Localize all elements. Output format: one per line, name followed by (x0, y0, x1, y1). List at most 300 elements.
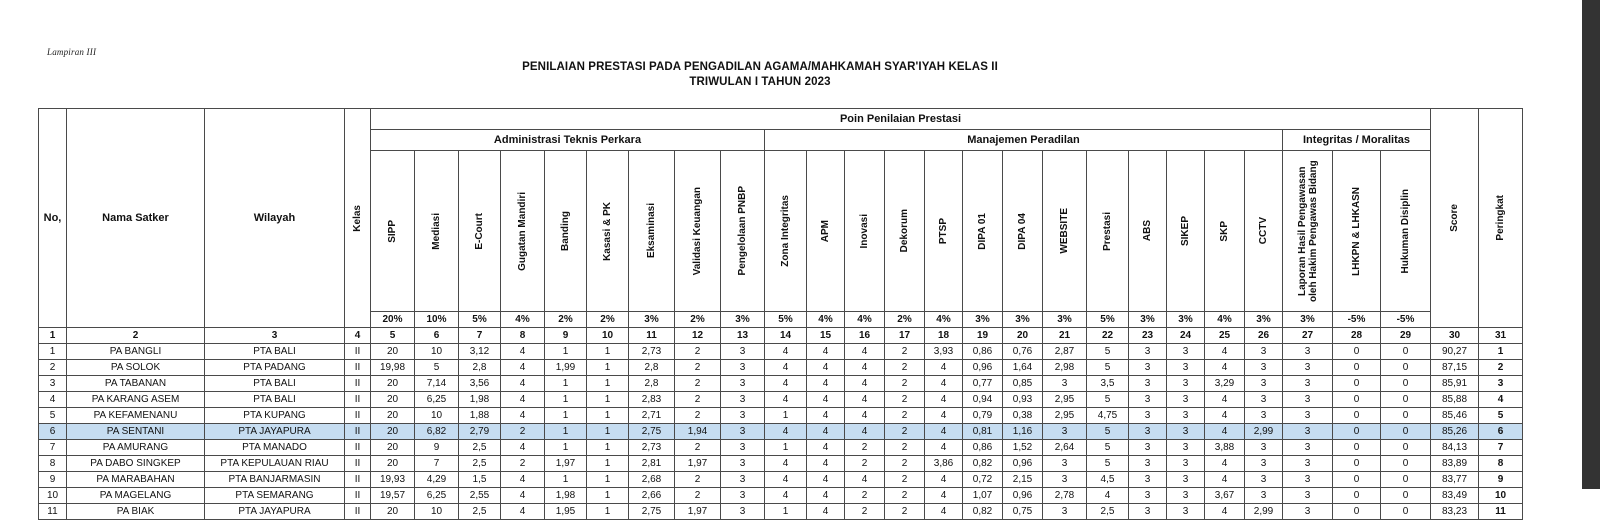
cell-metric-22[interactable]: 3 (1245, 472, 1283, 488)
cell-metric-14[interactable]: 4 (925, 472, 963, 488)
cell-no[interactable]: 10 (39, 488, 67, 504)
cell-metric-10[interactable]: 4 (765, 472, 807, 488)
cell-metric-25[interactable]: 0 (1381, 424, 1431, 440)
cell-metric-25[interactable]: 0 (1381, 456, 1431, 472)
cell-nama-satker[interactable]: PA MARABAHAN (67, 472, 205, 488)
cell-metric-21[interactable]: 4 (1205, 504, 1245, 520)
cell-metric-15[interactable]: 0,81 (963, 424, 1003, 440)
cell-peringkat[interactable]: 10 (1479, 488, 1523, 504)
cell-metric-22[interactable]: 3 (1245, 408, 1283, 424)
cell-metric-16[interactable]: 0,96 (1003, 456, 1043, 472)
cell-metric-9[interactable]: 3 (721, 488, 765, 504)
cell-metric-23[interactable]: 3 (1283, 392, 1333, 408)
cell-metric-2[interactable]: 10 (415, 504, 459, 520)
cell-metric-23[interactable]: 3 (1283, 408, 1333, 424)
cell-metric-8[interactable]: 2 (675, 472, 721, 488)
cell-metric-22[interactable]: 2,99 (1245, 424, 1283, 440)
cell-metric-1[interactable]: 20 (371, 344, 415, 360)
cell-metric-12[interactable]: 2 (845, 440, 885, 456)
cell-metric-23[interactable]: 3 (1283, 504, 1333, 520)
cell-metric-18[interactable]: 5 (1087, 392, 1129, 408)
cell-metric-10[interactable]: 4 (765, 456, 807, 472)
cell-metric-12[interactable]: 4 (845, 472, 885, 488)
cell-metric-10[interactable]: 1 (765, 408, 807, 424)
cell-metric-7[interactable]: 2,83 (629, 392, 675, 408)
cell-metric-15[interactable]: 0,72 (963, 472, 1003, 488)
cell-metric-3[interactable]: 2,5 (459, 456, 501, 472)
cell-metric-2[interactable]: 6,82 (415, 424, 459, 440)
cell-metric-8[interactable]: 2 (675, 376, 721, 392)
cell-metric-17[interactable]: 2,95 (1043, 392, 1087, 408)
cell-metric-12[interactable]: 4 (845, 392, 885, 408)
cell-nama-satker[interactable]: PA KEFAMENANU (67, 408, 205, 424)
cell-nama-satker[interactable]: PA TABANAN (67, 376, 205, 392)
cell-metric-25[interactable]: 0 (1381, 360, 1431, 376)
cell-metric-25[interactable]: 0 (1381, 440, 1431, 456)
cell-metric-17[interactable]: 3 (1043, 504, 1087, 520)
cell-metric-9[interactable]: 3 (721, 376, 765, 392)
cell-kelas[interactable]: II (345, 376, 371, 392)
cell-metric-10[interactable]: 1 (765, 504, 807, 520)
cell-metric-8[interactable]: 2 (675, 408, 721, 424)
cell-metric-6[interactable]: 1 (587, 360, 629, 376)
cell-metric-23[interactable]: 3 (1283, 488, 1333, 504)
table-row[interactable] (39, 360, 1523, 376)
table-row[interactable] (39, 456, 1523, 472)
table-row[interactable] (39, 408, 1523, 424)
cell-metric-5[interactable]: 1 (545, 376, 587, 392)
cell-metric-24[interactable]: 0 (1333, 360, 1381, 376)
cell-metric-15[interactable]: 1,07 (963, 488, 1003, 504)
cell-metric-13[interactable]: 2 (885, 408, 925, 424)
cell-metric-1[interactable]: 19,98 (371, 360, 415, 376)
cell-metric-22[interactable]: 2,99 (1245, 504, 1283, 520)
cell-metric-18[interactable]: 5 (1087, 440, 1129, 456)
cell-metric-3[interactable]: 2,79 (459, 424, 501, 440)
cell-metric-24[interactable]: 0 (1333, 472, 1381, 488)
cell-metric-24[interactable]: 0 (1333, 504, 1381, 520)
cell-metric-24[interactable]: 0 (1333, 424, 1381, 440)
cell-metric-4[interactable]: 4 (501, 504, 545, 520)
cell-metric-1[interactable]: 19,93 (371, 472, 415, 488)
cell-no[interactable]: 7 (39, 440, 67, 456)
cell-metric-23[interactable]: 3 (1283, 344, 1333, 360)
cell-score[interactable]: 90,27 (1431, 344, 1479, 360)
cell-metric-22[interactable]: 3 (1245, 392, 1283, 408)
cell-nama-satker[interactable]: PA BANGLI (67, 344, 205, 360)
cell-metric-20[interactable]: 3 (1167, 376, 1205, 392)
cell-wilayah[interactable]: PTA BALI (205, 344, 345, 360)
cell-metric-25[interactable]: 0 (1381, 488, 1431, 504)
cell-metric-19[interactable]: 3 (1129, 440, 1167, 456)
cell-metric-24[interactable]: 0 (1333, 408, 1381, 424)
cell-metric-9[interactable]: 3 (721, 472, 765, 488)
cell-score[interactable]: 87,15 (1431, 360, 1479, 376)
cell-metric-7[interactable]: 2,71 (629, 408, 675, 424)
cell-metric-16[interactable]: 0,75 (1003, 504, 1043, 520)
cell-metric-11[interactable]: 4 (807, 440, 845, 456)
cell-kelas[interactable]: II (345, 440, 371, 456)
table-row[interactable] (39, 488, 1523, 504)
cell-metric-17[interactable]: 3 (1043, 424, 1087, 440)
cell-metric-21[interactable]: 4 (1205, 408, 1245, 424)
cell-metric-7[interactable]: 2,75 (629, 504, 675, 520)
cell-wilayah[interactable]: PTA BANJARMASIN (205, 472, 345, 488)
cell-metric-19[interactable]: 3 (1129, 424, 1167, 440)
cell-metric-4[interactable]: 2 (501, 456, 545, 472)
cell-metric-19[interactable]: 3 (1129, 504, 1167, 520)
cell-metric-12[interactable]: 4 (845, 408, 885, 424)
cell-metric-3[interactable]: 1,98 (459, 392, 501, 408)
cell-metric-7[interactable]: 2,68 (629, 472, 675, 488)
cell-wilayah[interactable]: PTA BALI (205, 392, 345, 408)
cell-score[interactable]: 83,23 (1431, 504, 1479, 520)
cell-metric-1[interactable]: 20 (371, 440, 415, 456)
cell-metric-5[interactable]: 1 (545, 392, 587, 408)
cell-metric-17[interactable]: 3 (1043, 472, 1087, 488)
cell-metric-11[interactable]: 4 (807, 344, 845, 360)
cell-metric-14[interactable]: 4 (925, 424, 963, 440)
cell-score[interactable]: 85,88 (1431, 392, 1479, 408)
cell-metric-9[interactable]: 3 (721, 440, 765, 456)
cell-no[interactable]: 3 (39, 376, 67, 392)
table-row[interactable] (39, 376, 1523, 392)
cell-no[interactable]: 9 (39, 472, 67, 488)
cell-metric-9[interactable]: 3 (721, 392, 765, 408)
cell-metric-6[interactable]: 1 (587, 440, 629, 456)
cell-metric-2[interactable]: 4,29 (415, 472, 459, 488)
cell-metric-14[interactable]: 4 (925, 488, 963, 504)
cell-no[interactable]: 2 (39, 360, 67, 376)
cell-no[interactable]: 11 (39, 504, 67, 520)
cell-metric-14[interactable]: 3,93 (925, 344, 963, 360)
cell-metric-13[interactable]: 2 (885, 472, 925, 488)
cell-metric-1[interactable]: 20 (371, 424, 415, 440)
cell-metric-25[interactable]: 0 (1381, 504, 1431, 520)
cell-peringkat[interactable]: 3 (1479, 376, 1523, 392)
cell-metric-10[interactable]: 4 (765, 424, 807, 440)
cell-metric-17[interactable]: 2,87 (1043, 344, 1087, 360)
cell-metric-6[interactable]: 1 (587, 408, 629, 424)
table-row[interactable] (39, 472, 1523, 488)
cell-metric-3[interactable]: 2,55 (459, 488, 501, 504)
cell-metric-10[interactable]: 4 (765, 488, 807, 504)
cell-score[interactable]: 83,49 (1431, 488, 1479, 504)
cell-metric-7[interactable]: 2,8 (629, 376, 675, 392)
cell-metric-21[interactable]: 3,67 (1205, 488, 1245, 504)
cell-nama-satker[interactable]: PA SENTANI (67, 424, 205, 440)
cell-metric-16[interactable]: 0,96 (1003, 488, 1043, 504)
cell-metric-5[interactable]: 1 (545, 440, 587, 456)
cell-kelas[interactable]: II (345, 424, 371, 440)
cell-metric-2[interactable]: 7,14 (415, 376, 459, 392)
cell-metric-25[interactable]: 0 (1381, 344, 1431, 360)
cell-metric-23[interactable]: 3 (1283, 376, 1333, 392)
cell-metric-8[interactable]: 2 (675, 488, 721, 504)
cell-metric-11[interactable]: 4 (807, 376, 845, 392)
cell-metric-23[interactable]: 3 (1283, 440, 1333, 456)
cell-metric-17[interactable]: 3 (1043, 456, 1087, 472)
cell-kelas[interactable]: II (345, 488, 371, 504)
cell-metric-9[interactable]: 3 (721, 344, 765, 360)
cell-metric-2[interactable]: 10 (415, 408, 459, 424)
cell-metric-4[interactable]: 4 (501, 472, 545, 488)
cell-metric-18[interactable]: 5 (1087, 456, 1129, 472)
cell-metric-25[interactable]: 0 (1381, 472, 1431, 488)
cell-metric-15[interactable]: 0,82 (963, 456, 1003, 472)
cell-metric-4[interactable]: 4 (501, 392, 545, 408)
cell-metric-5[interactable]: 1,98 (545, 488, 587, 504)
cell-metric-16[interactable]: 0,38 (1003, 408, 1043, 424)
cell-peringkat[interactable]: 8 (1479, 456, 1523, 472)
cell-metric-19[interactable]: 3 (1129, 376, 1167, 392)
cell-metric-1[interactable]: 20 (371, 456, 415, 472)
cell-metric-18[interactable]: 2,5 (1087, 504, 1129, 520)
cell-peringkat[interactable]: 6 (1479, 424, 1523, 440)
cell-metric-22[interactable]: 3 (1245, 456, 1283, 472)
cell-metric-4[interactable]: 4 (501, 360, 545, 376)
cell-wilayah[interactable]: PTA KUPANG (205, 408, 345, 424)
cell-metric-6[interactable]: 1 (587, 488, 629, 504)
cell-metric-12[interactable]: 2 (845, 456, 885, 472)
cell-metric-11[interactable]: 4 (807, 424, 845, 440)
cell-metric-5[interactable]: 1 (545, 344, 587, 360)
cell-nama-satker[interactable]: PA AMURANG (67, 440, 205, 456)
cell-metric-2[interactable]: 9 (415, 440, 459, 456)
cell-metric-16[interactable]: 1,52 (1003, 440, 1043, 456)
cell-peringkat[interactable]: 7 (1479, 440, 1523, 456)
cell-metric-3[interactable]: 1,88 (459, 408, 501, 424)
cell-metric-18[interactable]: 5 (1087, 424, 1129, 440)
cell-metric-11[interactable]: 4 (807, 392, 845, 408)
cell-metric-9[interactable]: 3 (721, 408, 765, 424)
table-row[interactable] (39, 392, 1523, 408)
cell-metric-20[interactable]: 3 (1167, 456, 1205, 472)
cell-metric-4[interactable]: 4 (501, 488, 545, 504)
table-row[interactable] (39, 440, 1523, 456)
cell-metric-8[interactable]: 1,97 (675, 504, 721, 520)
cell-metric-9[interactable]: 3 (721, 424, 765, 440)
cell-metric-3[interactable]: 3,12 (459, 344, 501, 360)
cell-metric-1[interactable]: 19,57 (371, 488, 415, 504)
cell-score[interactable]: 85,91 (1431, 376, 1479, 392)
cell-metric-10[interactable]: 1 (765, 440, 807, 456)
cell-nama-satker[interactable]: PA DABO SINGKEP (67, 456, 205, 472)
cell-metric-21[interactable]: 4 (1205, 424, 1245, 440)
cell-metric-15[interactable]: 0,77 (963, 376, 1003, 392)
cell-metric-16[interactable]: 1,16 (1003, 424, 1043, 440)
cell-metric-7[interactable]: 2,8 (629, 360, 675, 376)
cell-metric-13[interactable]: 2 (885, 392, 925, 408)
cell-metric-6[interactable]: 1 (587, 392, 629, 408)
cell-metric-2[interactable]: 6,25 (415, 392, 459, 408)
cell-kelas[interactable]: II (345, 472, 371, 488)
cell-metric-20[interactable]: 3 (1167, 488, 1205, 504)
cell-metric-10[interactable]: 4 (765, 360, 807, 376)
cell-nama-satker[interactable]: PA BIAK (67, 504, 205, 520)
cell-score[interactable]: 83,89 (1431, 456, 1479, 472)
cell-metric-9[interactable]: 3 (721, 456, 765, 472)
cell-metric-3[interactable]: 2,5 (459, 440, 501, 456)
cell-metric-13[interactable]: 2 (885, 344, 925, 360)
cell-metric-14[interactable]: 4 (925, 376, 963, 392)
cell-metric-20[interactable]: 3 (1167, 440, 1205, 456)
cell-metric-9[interactable]: 3 (721, 504, 765, 520)
cell-metric-7[interactable]: 2,73 (629, 440, 675, 456)
cell-metric-24[interactable]: 0 (1333, 440, 1381, 456)
cell-metric-12[interactable]: 2 (845, 488, 885, 504)
cell-metric-14[interactable]: 3,86 (925, 456, 963, 472)
cell-metric-7[interactable]: 2,66 (629, 488, 675, 504)
cell-metric-18[interactable]: 4,75 (1087, 408, 1129, 424)
cell-metric-4[interactable]: 4 (501, 344, 545, 360)
cell-metric-24[interactable]: 0 (1333, 376, 1381, 392)
cell-metric-15[interactable]: 0,94 (963, 392, 1003, 408)
cell-metric-8[interactable]: 2 (675, 360, 721, 376)
cell-metric-16[interactable]: 1,64 (1003, 360, 1043, 376)
cell-score[interactable]: 84,13 (1431, 440, 1479, 456)
cell-metric-6[interactable]: 1 (587, 472, 629, 488)
cell-metric-10[interactable]: 4 (765, 376, 807, 392)
cell-metric-4[interactable]: 4 (501, 440, 545, 456)
cell-metric-25[interactable]: 0 (1381, 408, 1431, 424)
cell-nama-satker[interactable]: PA SOLOK (67, 360, 205, 376)
cell-metric-21[interactable]: 3,88 (1205, 440, 1245, 456)
cell-metric-18[interactable]: 4,5 (1087, 472, 1129, 488)
cell-metric-6[interactable]: 1 (587, 344, 629, 360)
performance-table[interactable] (38, 108, 1523, 520)
cell-metric-15[interactable]: 0,86 (963, 344, 1003, 360)
cell-peringkat[interactable]: 5 (1479, 408, 1523, 424)
cell-metric-5[interactable]: 1 (545, 472, 587, 488)
cell-metric-3[interactable]: 2,8 (459, 360, 501, 376)
cell-metric-3[interactable]: 1,5 (459, 472, 501, 488)
cell-metric-12[interactable]: 2 (845, 504, 885, 520)
cell-kelas[interactable]: II (345, 408, 371, 424)
cell-metric-7[interactable]: 2,75 (629, 424, 675, 440)
cell-metric-20[interactable]: 3 (1167, 360, 1205, 376)
cell-metric-22[interactable]: 3 (1245, 488, 1283, 504)
cell-metric-20[interactable]: 3 (1167, 424, 1205, 440)
cell-metric-17[interactable]: 2,64 (1043, 440, 1087, 456)
cell-peringkat[interactable]: 11 (1479, 504, 1523, 520)
cell-wilayah[interactable]: PTA JAYAPURA (205, 424, 345, 440)
cell-metric-2[interactable]: 7 (415, 456, 459, 472)
cell-metric-2[interactable]: 6,25 (415, 488, 459, 504)
cell-metric-22[interactable]: 3 (1245, 376, 1283, 392)
cell-metric-19[interactable]: 3 (1129, 360, 1167, 376)
cell-metric-22[interactable]: 3 (1245, 440, 1283, 456)
cell-kelas[interactable]: II (345, 456, 371, 472)
cell-metric-20[interactable]: 3 (1167, 504, 1205, 520)
cell-metric-8[interactable]: 2 (675, 440, 721, 456)
cell-wilayah[interactable]: PTA MANADO (205, 440, 345, 456)
table-row[interactable] (39, 504, 1523, 520)
cell-kelas[interactable]: II (345, 392, 371, 408)
cell-metric-15[interactable]: 0,96 (963, 360, 1003, 376)
cell-metric-21[interactable]: 4 (1205, 472, 1245, 488)
cell-metric-3[interactable]: 2,5 (459, 504, 501, 520)
cell-metric-6[interactable]: 1 (587, 424, 629, 440)
cell-metric-12[interactable]: 4 (845, 344, 885, 360)
cell-metric-16[interactable]: 0,85 (1003, 376, 1043, 392)
cell-metric-8[interactable]: 2 (675, 392, 721, 408)
cell-metric-9[interactable]: 3 (721, 360, 765, 376)
cell-metric-3[interactable]: 3,56 (459, 376, 501, 392)
cell-metric-8[interactable]: 2 (675, 344, 721, 360)
cell-metric-19[interactable]: 3 (1129, 488, 1167, 504)
cell-metric-23[interactable]: 3 (1283, 424, 1333, 440)
table-row[interactable] (39, 344, 1523, 360)
cell-metric-13[interactable]: 2 (885, 376, 925, 392)
cell-metric-19[interactable]: 3 (1129, 456, 1167, 472)
cell-metric-2[interactable]: 5 (415, 360, 459, 376)
cell-metric-18[interactable]: 5 (1087, 360, 1129, 376)
cell-metric-1[interactable]: 20 (371, 504, 415, 520)
cell-metric-17[interactable]: 2,78 (1043, 488, 1087, 504)
cell-metric-14[interactable]: 4 (925, 392, 963, 408)
cell-metric-2[interactable]: 10 (415, 344, 459, 360)
cell-metric-4[interactable]: 4 (501, 376, 545, 392)
cell-nama-satker[interactable]: PA KARANG ASEM (67, 392, 205, 408)
cell-metric-13[interactable]: 2 (885, 504, 925, 520)
cell-metric-22[interactable]: 3 (1245, 360, 1283, 376)
cell-wilayah[interactable]: PTA BALI (205, 376, 345, 392)
cell-peringkat[interactable]: 1 (1479, 344, 1523, 360)
cell-metric-21[interactable]: 4 (1205, 344, 1245, 360)
cell-metric-11[interactable]: 4 (807, 504, 845, 520)
cell-metric-19[interactable]: 3 (1129, 344, 1167, 360)
cell-metric-13[interactable]: 2 (885, 440, 925, 456)
cell-metric-18[interactable]: 3,5 (1087, 376, 1129, 392)
cell-metric-7[interactable]: 2,73 (629, 344, 675, 360)
cell-metric-17[interactable]: 3 (1043, 376, 1087, 392)
table-row[interactable] (39, 424, 1523, 440)
cell-metric-23[interactable]: 3 (1283, 360, 1333, 376)
cell-metric-25[interactable]: 0 (1381, 376, 1431, 392)
cell-peringkat[interactable]: 4 (1479, 392, 1523, 408)
cell-metric-7[interactable]: 2,81 (629, 456, 675, 472)
cell-metric-10[interactable]: 4 (765, 392, 807, 408)
cell-peringkat[interactable]: 9 (1479, 472, 1523, 488)
cell-metric-21[interactable]: 4 (1205, 456, 1245, 472)
cell-metric-14[interactable]: 4 (925, 360, 963, 376)
cell-metric-6[interactable]: 1 (587, 504, 629, 520)
cell-metric-12[interactable]: 4 (845, 360, 885, 376)
cell-metric-12[interactable]: 4 (845, 376, 885, 392)
cell-metric-4[interactable]: 2 (501, 424, 545, 440)
cell-metric-16[interactable]: 0,93 (1003, 392, 1043, 408)
cell-metric-13[interactable]: 2 (885, 456, 925, 472)
cell-metric-16[interactable]: 0,76 (1003, 344, 1043, 360)
cell-peringkat[interactable]: 2 (1479, 360, 1523, 376)
cell-metric-5[interactable]: 1,99 (545, 360, 587, 376)
cell-metric-19[interactable]: 3 (1129, 408, 1167, 424)
cell-wilayah[interactable]: PTA KEPULAUAN RIAU (205, 456, 345, 472)
cell-metric-11[interactable]: 4 (807, 456, 845, 472)
cell-metric-1[interactable]: 20 (371, 392, 415, 408)
cell-metric-4[interactable]: 4 (501, 408, 545, 424)
cell-metric-10[interactable]: 4 (765, 344, 807, 360)
cell-metric-6[interactable]: 1 (587, 376, 629, 392)
cell-wilayah[interactable]: PTA PADANG (205, 360, 345, 376)
cell-metric-21[interactable]: 3,29 (1205, 376, 1245, 392)
cell-no[interactable]: 1 (39, 344, 67, 360)
cell-metric-14[interactable]: 4 (925, 408, 963, 424)
cell-kelas[interactable]: II (345, 504, 371, 520)
cell-metric-22[interactable]: 3 (1245, 344, 1283, 360)
cell-metric-8[interactable]: 1,94 (675, 424, 721, 440)
